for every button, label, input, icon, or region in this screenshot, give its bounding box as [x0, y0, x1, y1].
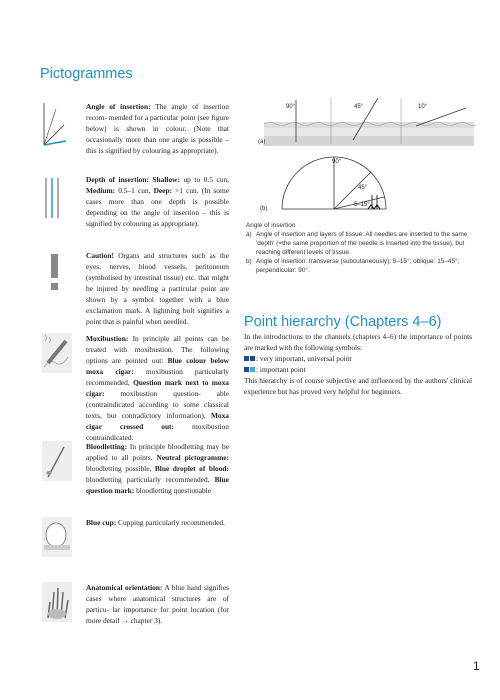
item-anatomical-orientation — [86, 582, 229, 626]
hierarchy-item-text: : important point — [256, 365, 306, 374]
text-part: Blue droplet of blood: — [154, 464, 229, 473]
text-part: Neutral pictogramme: — [156, 453, 229, 462]
fig-a-label: (a) — [258, 139, 266, 145]
fig-b-angle-3: 5–15° — [354, 202, 370, 208]
text-part: Blue question mark: — [86, 475, 229, 495]
bloodletting-icon — [42, 441, 72, 487]
item-angle-of-insertion — [86, 101, 229, 156]
text-part: Anatomical orientation: — [86, 583, 163, 592]
text-part: In principle all points can be treated with moxibustion. The following options are pointed out: — [86, 334, 229, 365]
text-part: Question mark next to moxa cigar: — [86, 378, 229, 398]
caption-a-label: a) — [246, 231, 252, 238]
text-part: Depth of insertion: Shallow: — [86, 175, 180, 184]
caution-icon — [42, 250, 68, 296]
hierarchy-item-important — [244, 364, 472, 375]
text-part: up to 0.5 cun, — [179, 175, 229, 184]
text-part: moxibustion particularly recommended, — [86, 367, 229, 387]
text-part: Blue cup: — [86, 518, 117, 527]
text-part: In principle bloodletting may be applied to all points. — [86, 442, 229, 462]
text-part: bloodletting possible, — [86, 464, 155, 473]
text-part: The angle of insertion recom- mended for a particular point (see figure below) is shown in colour. (Note that occasionally more than one angle is possible – this is signified by colouring as appropriate). — [86, 102, 229, 155]
item-bloodletting — [86, 441, 229, 496]
dark-square-icon — [250, 356, 255, 361]
text-part: Moxibustion: — [86, 334, 129, 343]
hierarchy-outro: This hierarchy is of course subjective and influenced by the authors' clinical experience but has proved very helpful for beginners. — [244, 376, 472, 396]
caption-a-text: Angle of insertion and layers of tissue: All needles are inserted to the same 'depth' (=the same proportion of the needle is inserted into the tissue), but reaching different levels of tissue. — [256, 231, 468, 256]
caption-title: Angle of insertion — [246, 222, 296, 229]
hand-anatomy-icon — [42, 582, 72, 628]
caption-a — [246, 230, 468, 257]
depth-of-insertion-icon — [42, 174, 68, 220]
section-title-pictogrammes: Pictogrammes — [40, 66, 133, 82]
fig-b-angle-1: 90° — [332, 159, 342, 165]
dark-square-icon — [244, 367, 249, 372]
text-part: Medium: — [86, 186, 116, 195]
fig-a-angle-3: 10° — [418, 104, 428, 110]
caption-b-label: b) — [246, 258, 252, 265]
caption-b-text: Angle of insertion: transverse (subcutaneously): 5–15°; oblique: 15–45°; perpendicular: 90°. — [256, 258, 460, 274]
page-number: 1 — [473, 659, 480, 673]
text-part: Deep: — [153, 186, 173, 195]
hierarchy-intro: In the introductions to the channels (chapters 4–6) the importance of points are marked with the following symbols: — [244, 332, 472, 352]
text-part: A blue hand signifies cases where anatomical structures are of particu- lar importance for point location (for more detail → chapter 3). — [86, 583, 229, 625]
text-part: moxibustion question- able (contraindicated according to some classical texts, but contradictory information), — [86, 389, 229, 420]
hierarchy-item-text: : very important, universal point — [256, 354, 352, 363]
text-part: bloodletting particularly recommended, — [86, 475, 215, 484]
text-part: Bloodletting: — [86, 442, 128, 451]
fig-b-angle-2: 45° — [358, 185, 368, 191]
light-square-icon — [250, 367, 255, 372]
text-part: Organs and structures such as the eyes, nerves, blood vessels, peritoneum (symbolised by intestinal tissue) etc. that might be injured by needling a particular point are shown by a symbol together with a blue exclamation mark. A lightning bolt signifies a point that is painful when needled. — [86, 251, 229, 326]
angle-of-insertion-icon — [42, 101, 68, 147]
section-title-point-hierarchy: Point hierarchy (Chapters 4–6) — [244, 314, 442, 330]
caption-b — [246, 257, 468, 275]
dark-square-icon — [244, 356, 249, 361]
hierarchy-item-very-important — [244, 353, 472, 364]
text-part: 0.5–1 cun, — [115, 186, 154, 195]
moxibustion-icon — [42, 333, 72, 379]
text-part: moxibustion contraindicated. — [86, 422, 229, 442]
item-depth-of-insertion — [86, 174, 229, 229]
text-part: Blue colour below moxa cigar: — [86, 356, 229, 376]
text-part: bloodletting questionable — [134, 486, 212, 495]
text-part: Cupping particularly recommended. — [116, 518, 225, 527]
text-part: Moxa cigar crossed out: — [86, 411, 229, 431]
item-caution — [86, 250, 229, 327]
text-part: Angle of insertion: — [86, 102, 151, 111]
item-moxibustion — [86, 333, 229, 443]
fig-b-label: (b) — [260, 206, 268, 212]
fig-a-angle-2: 45° — [354, 104, 364, 110]
item-blue-cup — [86, 517, 229, 528]
text-part: >1 cun. (In some cases more than one depth is possible depending on the angle of insertion – this is signified by colouring as appropriate). — [86, 186, 229, 228]
fig-a-angle-1: 90° — [286, 104, 296, 110]
cupping-icon — [42, 517, 72, 563]
figure-caption — [246, 221, 468, 275]
text-part: Caution! — [86, 251, 114, 260]
